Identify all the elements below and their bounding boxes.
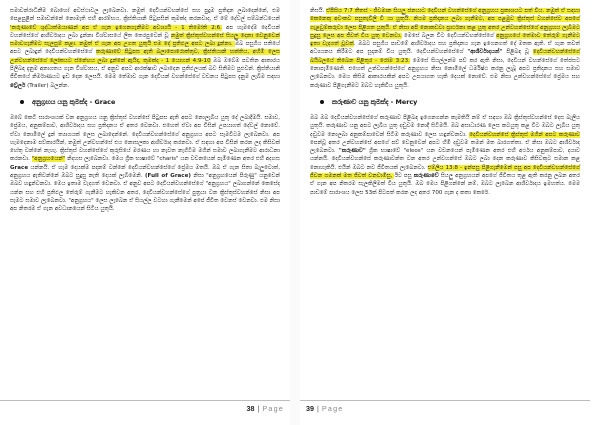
bold-text: (Full of Grace) [145,173,191,180]
text-run: ඔබ ඔබේම පවතින ආකාරය පිලිබඳ දැනුම අනාගතය ගැන විශ්වාසය, ඒ අනුව අපට ආරක්ෂාව ලබාදෙන ප්‍රතිඵලයක් බව සිතීමට පුළුවන්. ක්‍රිස්තියානි ජීවිතයේ නිර්මාණයට ඉඩ දෙන ලෙසයි. මෙම තේමාව ගැන දෙවියන් වහන්සේගේ වචනය පිටුපස දැනුම ලැබීම සඳහා [10,57,280,81]
text-run: අප හැමදේම දෙවියන් වහන්සේගේ ආශීර්වාදය ලබා දුන්නා විශ්වාසයේ ලිත තෙරපුවෙන් වූ [10,24,281,39]
right-intro-paragraph [310,7,580,90]
left-intro-paragraph [10,7,280,90]
highlighted-text: දෙවියන්වහන්සේ ක්‍රිස්තුස් මගින් අපට කරුණාව [469,131,581,138]
grace-paragraph [10,114,280,214]
grace-heading [20,98,280,107]
highlighted-text: දෙවියන්වහන්සේගේ බයිබලයේ තිබෙන පිළිතුර - රෝම 3:23. [310,49,581,64]
text-run: ලෙස ලැබෙන ඒ සියල්ල වටහා ගැනීමෙන් අපේ ජීවිත වෙනස් වෙනවා. එම නිසා අප නිතරම ඒ ගැන අවධානයෙන් සිටිය යුතුයි. [10,197,280,213]
bold-text: ට්‍රේලර් [10,82,26,89]
highlighted-text: අනුග්‍රහයේ තේමාව තේරුම් ගැනීමට ඉතා වැදගත් වූවක් [310,32,581,48]
text-run: මෙසේ සියල්ලන්ම පව් කර ඇති නිසා, දෙවියන් වහන්සේගේ තේජසට නොපැමිණෙති. එහෙත් උන්වහන්සේගේ අනුග්‍රහය නිසා නොමිලේ ධර්මිෂ්ඨ කරනු ලැබූ අපට ප්‍රතිදානය සහ සමාව ලැබෙනවා. මෙය කිසිම ආකාරයකින් අපට උපයාගත හැකි දෙයක් නොවේ. එම නිසා උන්වහන්සේගේ ප්‍රේමය සහ කරුණාව පිළිගැනීමට ඔබට හැකිවිය යුතුයි. [310,57,580,89]
highlighted-text: නමුත් ක්‍රිස්තුස්වහන්සේ සියලු දෙනා වෙනුවෙන් සමාවගැනීමට සැලසුම් කළා. නමුත් ඒ ගැන අප උගත යුතුයි එම දේ ප්‍රතිඵල අපට ලබා දුන්නා. [10,32,280,48]
mercy-heading [320,98,580,107]
left-page-footer [0,400,290,416]
text-run: මෙම පාඩමේ සාරාංශය ලෙස 53ක් පිටපත් කරන ලද අතර 700 ගැන ද කතා කෙරේ. [310,181,580,196]
bullet-icon [320,100,324,104]
text-run: ඊට පසු [394,173,414,180]
bold-text: "ආශීර්වාදයන්" [467,49,503,56]
footer-page-word: Page [321,404,344,413]
bullet-icon [20,100,24,104]
page-gutter [290,0,300,425]
text-run: ඔබ ඔබ දෙවියන්වහන්සේගේ කරුණාව පිළිබඳ ඉගෙනගන්න කැමතියි නම් ඒ සඳහා ඔබ ක්‍රිස්තුස්වහන්සේ දෙස බැලිය යුතුයි. කරුණාව යනු අපට ලැබිය යුතු දඬුවම නොදී සිටීමයි. ඔබ අසාධාරණ ලෙස කටයුතු කළ විට ඔබට ලැබිය යුතු දඬුවම නොලබා අනුකම්පාවෙන් සිටීම කරුණාව ලෙස හඳුන්වනවා. [310,114,580,138]
text-run: නිසයි. [310,8,327,14]
text-run: සියලු අනුග්‍රහයන් අපගේ ජීවිතය තුළ ඇති කරනු ලබන අතර ඒ ගැන අප නිතරම සැලකිලිමත් විය යුතුයි. ඔබ මෙය පිළිගන්නේ නම්, ඔබට ලැබෙන ආශීර්වාදය ඉමහත්ය. [310,173,581,188]
mercy-paragraph [310,114,580,197]
highlighted-text: 'කරුණාවේ ශුද්ධාත්මයාණන් අප ඒ ගැන ඉගෙනගැනීමට අවශ්‍යයි - 1 තිමෝති 2:6. [10,24,222,31]
text-run: . ඔබට පසුගිය පාඩමේ ආශීර්වාදය සහ ප්‍රතිදානය ගැන ඉගෙනගත් දේ මතක ඇති. ඒ ගැන තවත් අධ්‍යයනය කිරීමට අප සූදානම් විය යුතුයි. දෙවියන්වහන්සේගේ [310,41,580,56]
highlighted-text: කරුණාවේ පිටුපස ඇති බලාපොරොත්තුව, ක්‍රිස්තියානි භක්තිය, අහිමි ලෙස උන්වහන්සේගේ ලෝකයට ස්නේහය ලබා දුන්නේ ඇයිද, කුමක්ද - 1 යොහන් 4:9-10 [10,49,280,64]
text-run: මෙසේ බලන විට දෙවියන්වහන්සේගේ [401,32,497,39]
footer-separator: | [317,404,319,413]
page-number: 38 [246,404,255,413]
footer-separator: | [257,404,260,413]
text-run: පෙන්වූ අතර උන්වහන්සේ අපගේ පව් වෙනුවෙන් අපට හිමි දඬුවම තමන් මත බාරගත්තා. ඒ නිසා ඔබට ආශීර්වාද ලැබෙනවා. [310,139,580,155]
bold-text: "කරුණාව" [338,148,366,155]
text-run: ඔබ පසුගිය සතියේ අපට ලබාදුන් දෙවියන්වහන්සේගේ [10,41,281,56]
text-run: "අනුග්‍රහය" [68,197,94,204]
text-run: නිදහස ලැබෙනවා. මෙය ග්‍රීක භාෂාවේ "charis" යන වචනයෙන් පැමිණෙන අතර එහි අදහස [65,156,280,163]
text-run: ඔබේ කෙටි සාරාංශයක් වන අනුග්‍රහය යනු ක්‍රිස්තුස් වහන්සේ පිටුපස ඇති අපට නොලැබිය යුතු දේ ලබාදීමයි. සමාව, ප්‍රේමය, අනුකම්පාව, ආශීර්වාදය සහ ප්‍රතිදානය ඒ අතර වෙනවා. එහෙත් ඒවා අප විසින් උපයාගත් දේවල් නොවේ. ඒවා නොමිලේ දුන් ත්‍යාගයක් ලෙස ලබාදෙන්නේ. දෙවියන්වහන්සේගේ අනුග්‍රහය අපට සෑමවිටම ලැබෙනවා. අප හැමදෙනාම පව්කාරයින්, නමුත් උන්වහන්සේ එය නොසලකා ආශීර්වාද කරනවා. ඒ සඳහා අප විසින් කරන ලද කිසිවක් හේතු වන්නේ නැහැ. ක්‍රිස්තුස් වහන්සේගේ කුරුසියේ මරණය හා නැවත නැගිටීම මගින් සමාව ලබාගැනීමට ආරාධනා කරනවා. [10,114,280,163]
text-run: යන්නයි. ඒ හැම දෙයක්ම පදනම් වන්නේ දෙවියන්වහන්සේගේ ප්‍රේමය මතයි. ඔබ ඒ ගැන සිතා බැලුවොත්, අනුග්‍රහය ඇතිවන්නේ ඔබට සුදුසු නැති දෙයක් ලැබීමෙනි. [10,164,280,180]
right-page-footer [300,400,590,416]
text-run: පිළිබඳ වූ [502,49,533,56]
footer-page-word: Page [262,404,284,413]
right-page [300,0,590,425]
mercy-heading-label: කරුණාව යනු කුමක්ද - Mercy [332,97,418,106]
left-page [0,0,290,425]
text-run: ග්‍රීක භාෂාවේ "eleos" යන වචනයෙන් පැමිණෙන අතර එහි අර්ථය අනුකම්පාව, දයාව යන්නයි. දෙවියන්වහන්සේ කරුණාවන්ත වන අතර උන්වහන්සේ ඔබට ලබා දෙන කරුණාව කිසිවකුට සමාන කළ නොහැකියි. එයින් ඔබට නව ජීවිතයක් ලැබෙනවා. [310,148,581,171]
text-run: නිසා "අනුග්‍රහයෙන් පිරුණු" යනුවෙන් ඔබව හඳුන්වනවා. මෙය ඉතාම වැදගත් වෙනවා. ඒ අනුව අපට දෙවියන්වහන්සේගේ "අනුග්‍රහය" ලබාගන්නේ කෙසේද යන්න සහ එහි ප්‍රතිඵල තේරුම් ගැනීමට හැකිවන අතර, දෙවියන්වහන්සේගේ පුත්‍රයා වන ක්‍රිස්තුස්වහන්සේ නිසා අප සැමට සමාව ලැබෙනවා. [10,173,280,204]
highlighted-text: එම්ලිය 13:8 - ඉන්පසු පිළිගැනීමෙන් පසු අප දෙවියන්වහන්සේගේ ජීවන ගමනක් මත ජීවත් වනවාමිසු, [310,164,580,180]
bold-text: කරුණාවේ [413,173,439,180]
bold-text: Grace [10,164,29,171]
grace-heading-label: අනුග්‍රහය යනු කුමක්ද - Grace [32,97,116,106]
highlighted-text: "අනුග්‍රහයෙන්" [31,156,66,163]
text-run: (Trailer) බලන්න. [25,82,70,89]
page-number: 39 [306,404,314,413]
text-run: සමාවන්රාධිනීම බොහෝ අවස්ථාවල ලැබෙනවා. නමුත් දෙවියන්වහන්සේ සහ පුදුම ප්‍රතිදාන ලබාදෙන්නේ, එම පෙළපුළින් සමාවන්නේ නොමැති එහි ආරම්භය, ක්‍රිස්තියානි පිටුපසින් කුමක්ද කරනවාද, ඒ මේ දේවල් සම්බන්ධයෙන් [10,8,280,23]
highlighted-text: ඒපීසිය 7:7 තීතස් - ජීවමාන සියලු ජනයාට දෙවියන් වහන්සේගේ අනුග්‍රහය ප්‍රකාශයට පත් විය. නමුත් ඒ සඳහා කෙනෙකු අවංකව පසුතැවිලි වී යා යුතුයි. නියම ප්‍රතිදානය ලබා ගැනීමට, අප පළමුව ක්‍රිස්තුස් වහන්සේව අපගේ ගැළවුම්කරුවා ලෙස පිළිගත යුතුයි. ඒ නිසා අපි නොකඩවා ප්‍රාර්ථනා කළ යුතු අතර උන්වහන්සේගේ අනුග්‍රහය ලැබීමට සුදුසු ලෙස අප ජීවත් විය යුතු වෙනවා. [310,8,580,39]
